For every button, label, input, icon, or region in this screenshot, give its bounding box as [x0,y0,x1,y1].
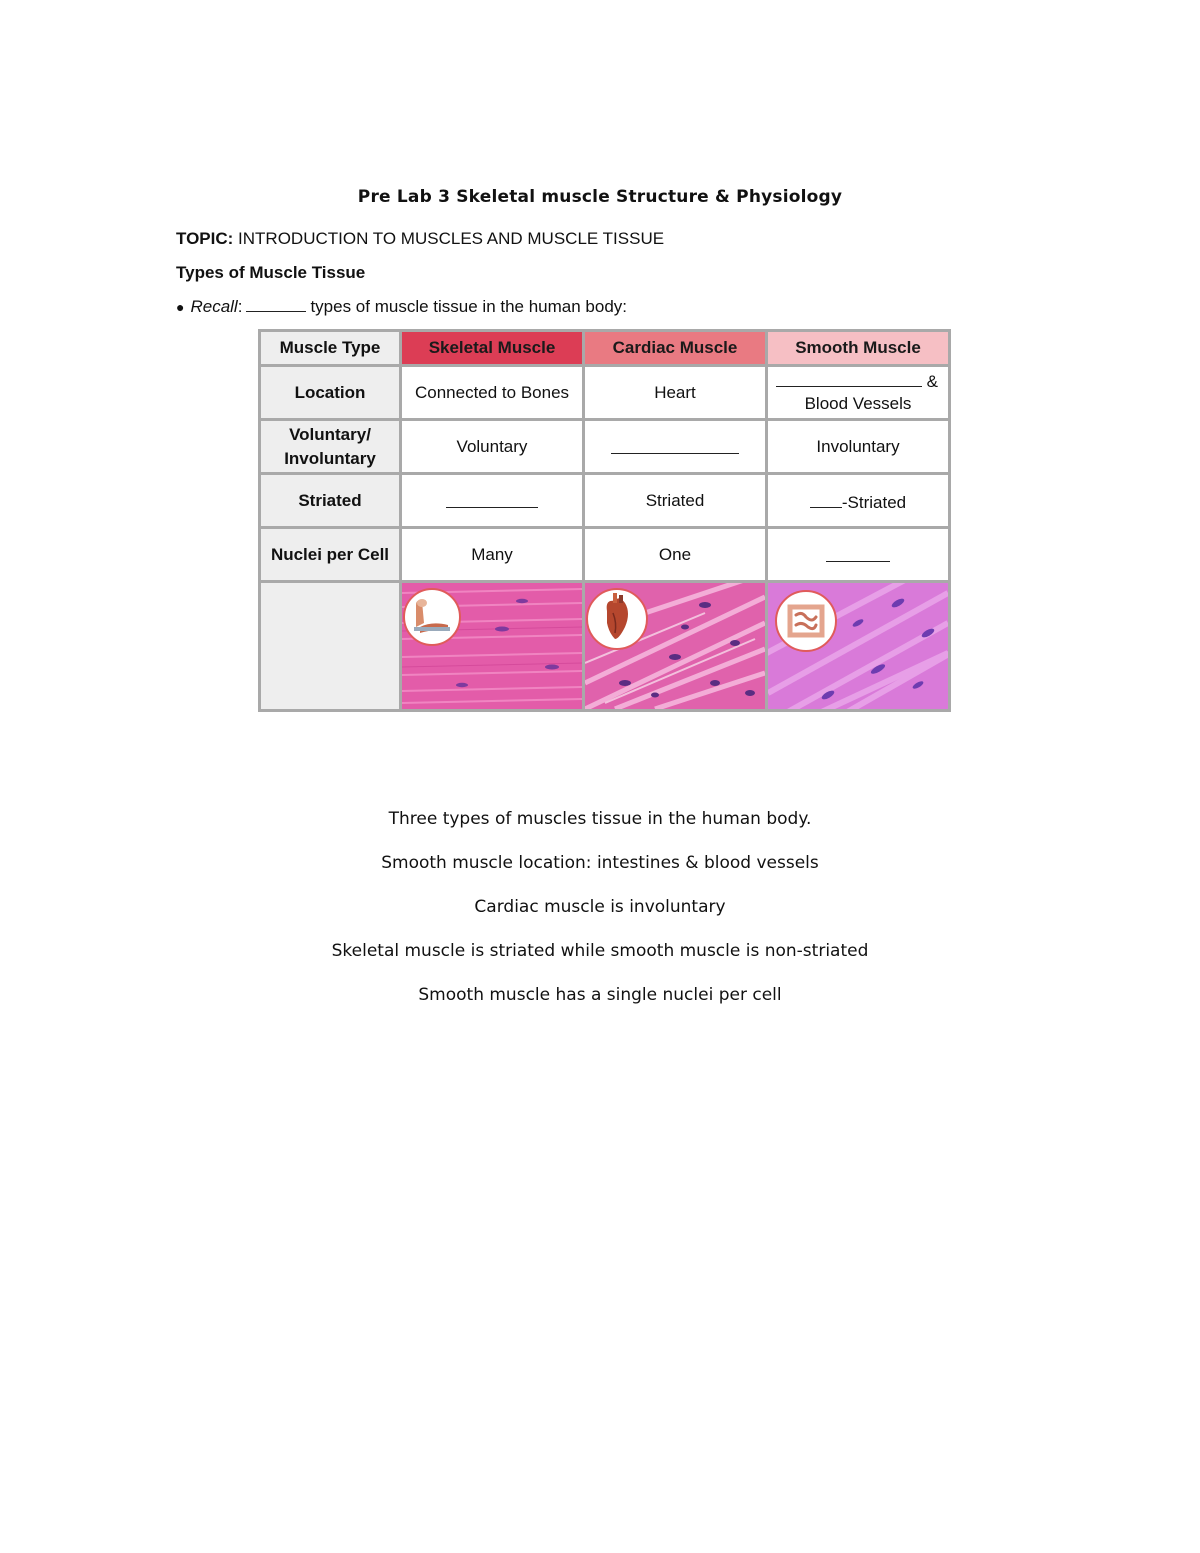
smooth-tissue-image [768,583,948,709]
arm-icon-badge [404,589,460,645]
smooth-nuclei [767,528,950,582]
section-heading: Types of Muscle Tissue [176,263,366,282]
label-location: Location [260,366,401,420]
recall-colon: : [237,297,243,316]
recall-text: types of muscle tissue in the human body: [310,297,628,316]
topic-label: TOPIC: [176,229,234,248]
smooth-location [767,366,950,420]
cardiac-voluntary [584,420,767,474]
cardiac-location: Heart [584,366,767,420]
smooth-striated-blank [810,489,842,508]
smooth-striated-suffix: -Striated [841,492,907,512]
label-voluntary-line2: Involuntary [284,448,376,468]
smooth-nuclei-blank [826,543,890,562]
smooth-location-blank [776,372,922,387]
skeletal-tissue-image [402,583,582,709]
label-voluntary [260,420,401,474]
label-nuclei: Nuclei per Cell [260,528,401,582]
label-striated: Striated [260,474,401,528]
header-muscle-type: Muscle Type [260,331,401,366]
smooth-location-amp: & [926,371,938,391]
topic-line [176,229,664,249]
skeletal-location: Connected to Bones [401,366,584,420]
cardiac-image [584,582,767,711]
cardiac-nuclei: One [584,528,767,582]
smooth-striated [767,474,950,528]
table-row-nuclei [260,528,950,582]
smooth-voluntary: Involuntary [767,420,950,474]
cardiac-voluntary-blank [611,435,739,454]
image-label-empty [260,582,401,711]
page-title: Pre Lab 3 Skeletal muscle Structure & Physiology [357,187,843,207]
table-header-row [260,331,950,366]
note-line: Smooth muscle location: intestines & blood vessels [381,853,819,873]
label-voluntary-line1: Voluntary/ [289,424,371,444]
skeletal-nuclei: Many [401,528,584,582]
skeletal-striated [401,474,584,528]
smooth-image [767,582,950,711]
recall-label: Recall [190,297,238,316]
note-line: Three types of muscles tissue in the human body. [388,809,812,829]
header-skeletal: Skeletal Muscle [401,331,584,366]
recall-line [176,297,627,317]
skeletal-image [401,582,584,711]
notes [0,806,1200,1026]
cardiac-tissue-image [585,583,765,709]
bullet-icon: ● [176,299,185,315]
note-line: Cardiac muscle is involuntary [474,897,726,917]
muscle-table [258,329,951,712]
cardiac-striated: Striated [584,474,767,528]
header-smooth: Smooth Muscle [767,331,950,366]
smooth-location-line2: Blood Vessels [804,393,912,413]
topic-text: INTRODUCTION TO MUSCLES AND MUSCLE TISSUE [238,229,665,248]
skeletal-striated-blank [446,489,538,508]
table-row-location [260,366,950,420]
table-row-images [260,582,950,711]
header-cardiac: Cardiac Muscle [584,331,767,366]
note-line: Skeletal muscle is striated while smooth muscle is non-striated [331,941,869,961]
note-line: Smooth muscle has a single nuclei per cell [418,985,782,1005]
table-row-voluntary [260,420,950,474]
recall-blank [246,297,306,312]
table-row-striated [260,474,950,528]
intestine-icon-badge [776,591,836,651]
smooth-location-line1 [768,371,948,393]
skeletal-voluntary: Voluntary [401,420,584,474]
